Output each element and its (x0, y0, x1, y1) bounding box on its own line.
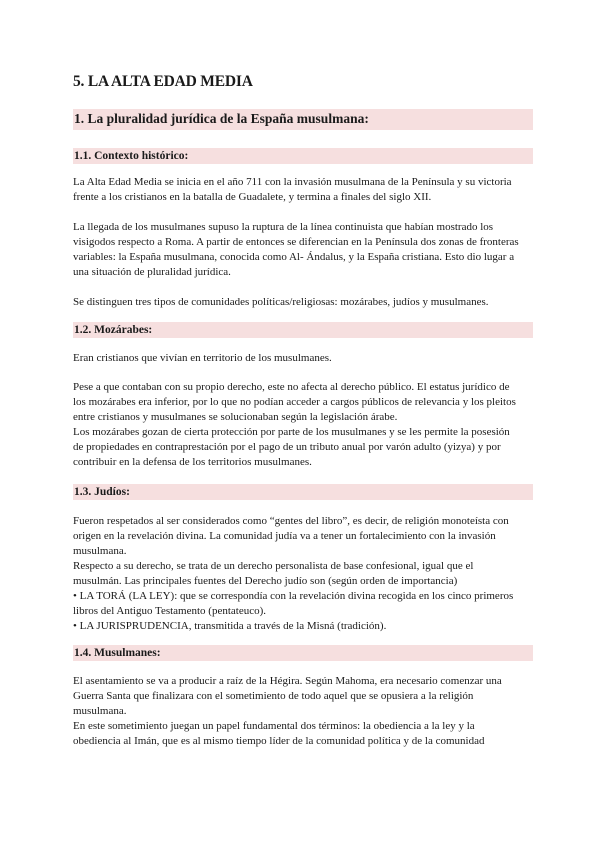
text-line: musulmana. (73, 545, 127, 557)
text-line: contribuir en la defensa de los territorios musulmanes. (73, 456, 312, 468)
text-line: Se distinguen tres tipos de comunidades políticas/religiosas: mozárabes, judíos y musulmanes. (73, 296, 489, 308)
text-line: La Alta Edad Media se inicia en el año 711 con la invasión musulmana de la Península y su victoria (73, 176, 512, 188)
text-line: Eran cristianos que vivían en territorio de los musulmanes. (73, 352, 332, 364)
subsection-heading-musulmanes: 1.4. Musulmanes: (73, 645, 533, 661)
text-line: Fueron respetados al ser considerados como “gentes del libro”, es decir, de religión monoteísta con (73, 515, 509, 527)
text-line: origen en la revelación divina. La comunidad judía va a tener un fortalecimiento con la invasión (73, 530, 496, 542)
paragraph-mozarabes-2 (73, 380, 523, 470)
paragraph-contexto-1 (73, 175, 523, 205)
text-line: una situación de pluralidad jurídica. (73, 266, 231, 278)
paragraph-mozarabes-1 (73, 351, 523, 366)
text-line: Guerra Santa que finalizara con el sometimiento de todo aquel que se opusiera a la religión (73, 690, 474, 702)
text-line: variables: la España musulmana, conocida como Al- Ándalus, y la España cristiana. Esto dio lugar a (73, 251, 515, 263)
text-line: obediencia al Imán, que es al mismo tiempo líder de la comunidad política y de la comunidad (73, 735, 485, 747)
text-line: Los mozárabes gozan de cierta protección por parte de los musulmanes y se les permite la posesión (73, 426, 510, 438)
text-line: El asentamiento se va a producir a raíz de la Hégira. Según Mahoma, era necesario comenzar una (73, 675, 502, 687)
text-line: frente a los cristianos en la batalla de Guadalete, y termina a finales del siglo XII. (73, 191, 432, 203)
text-line: visigodos respecto a Roma. A partir de entonces se diferencian en la Península dos zonas de fronteras (73, 236, 519, 248)
text-line: los mozárabes era inferior, por lo que no podían acceder a cargos públicos de relevancia y los pleitos (73, 396, 516, 408)
text-line: entre cristianos y musulmanes se solucionaban según la legislación árabe. (73, 411, 398, 423)
subsection-heading-contexto: 1.1. Contexto histórico: (73, 148, 533, 164)
subsection-heading-judios: 1.3. Judíos: (73, 484, 533, 500)
text-line: musulmán. Las principales fuentes del Derecho judío son (según orden de importancia) (73, 575, 458, 587)
text-line: libros del Antiguo Testamento (pentateuco). (73, 605, 267, 617)
bullet-item-tora: • LA TORÁ (LA LEY): que se correspondía con la revelación divina recogida en los cinco primeros (73, 590, 514, 602)
paragraph-contexto-2 (73, 220, 523, 280)
text-line: Pese a que contaban con su propio derecho, este no afecta al derecho público. El estatus jurídico de (73, 381, 510, 393)
paragraph-contexto-3 (73, 295, 523, 310)
text-line: En este sometimiento juegan un papel fundamental dos términos: la obediencia a la ley y la (73, 720, 475, 732)
text-line: La llegada de los musulmanes supuso la ruptura de la línea continuista que habían mostrado los (73, 221, 494, 233)
text-line: Respecto a su derecho, se trata de un derecho personalista de base confesional, igual que el (73, 560, 474, 572)
paragraph-musulmanes-1 (73, 674, 523, 749)
paragraph-judios-1 (73, 514, 523, 634)
text-line: de propiedades en contraprestación por el pago de un tributo anual por varón adulto (yizya) y por (73, 441, 501, 453)
section-heading-1: 1. La pluralidad jurídica de la España musulmana: (73, 109, 533, 130)
subsection-heading-mozarabes: 1.2. Mozárabes: (73, 322, 533, 338)
bullet-item-jurisprudencia: • LA JURISPRUDENCIA, transmitida a través de la Misná (tradición). (73, 620, 387, 632)
text-line: musulmana. (73, 705, 127, 717)
document-title: 5. LA ALTA EDAD MEDIA (73, 73, 253, 90)
